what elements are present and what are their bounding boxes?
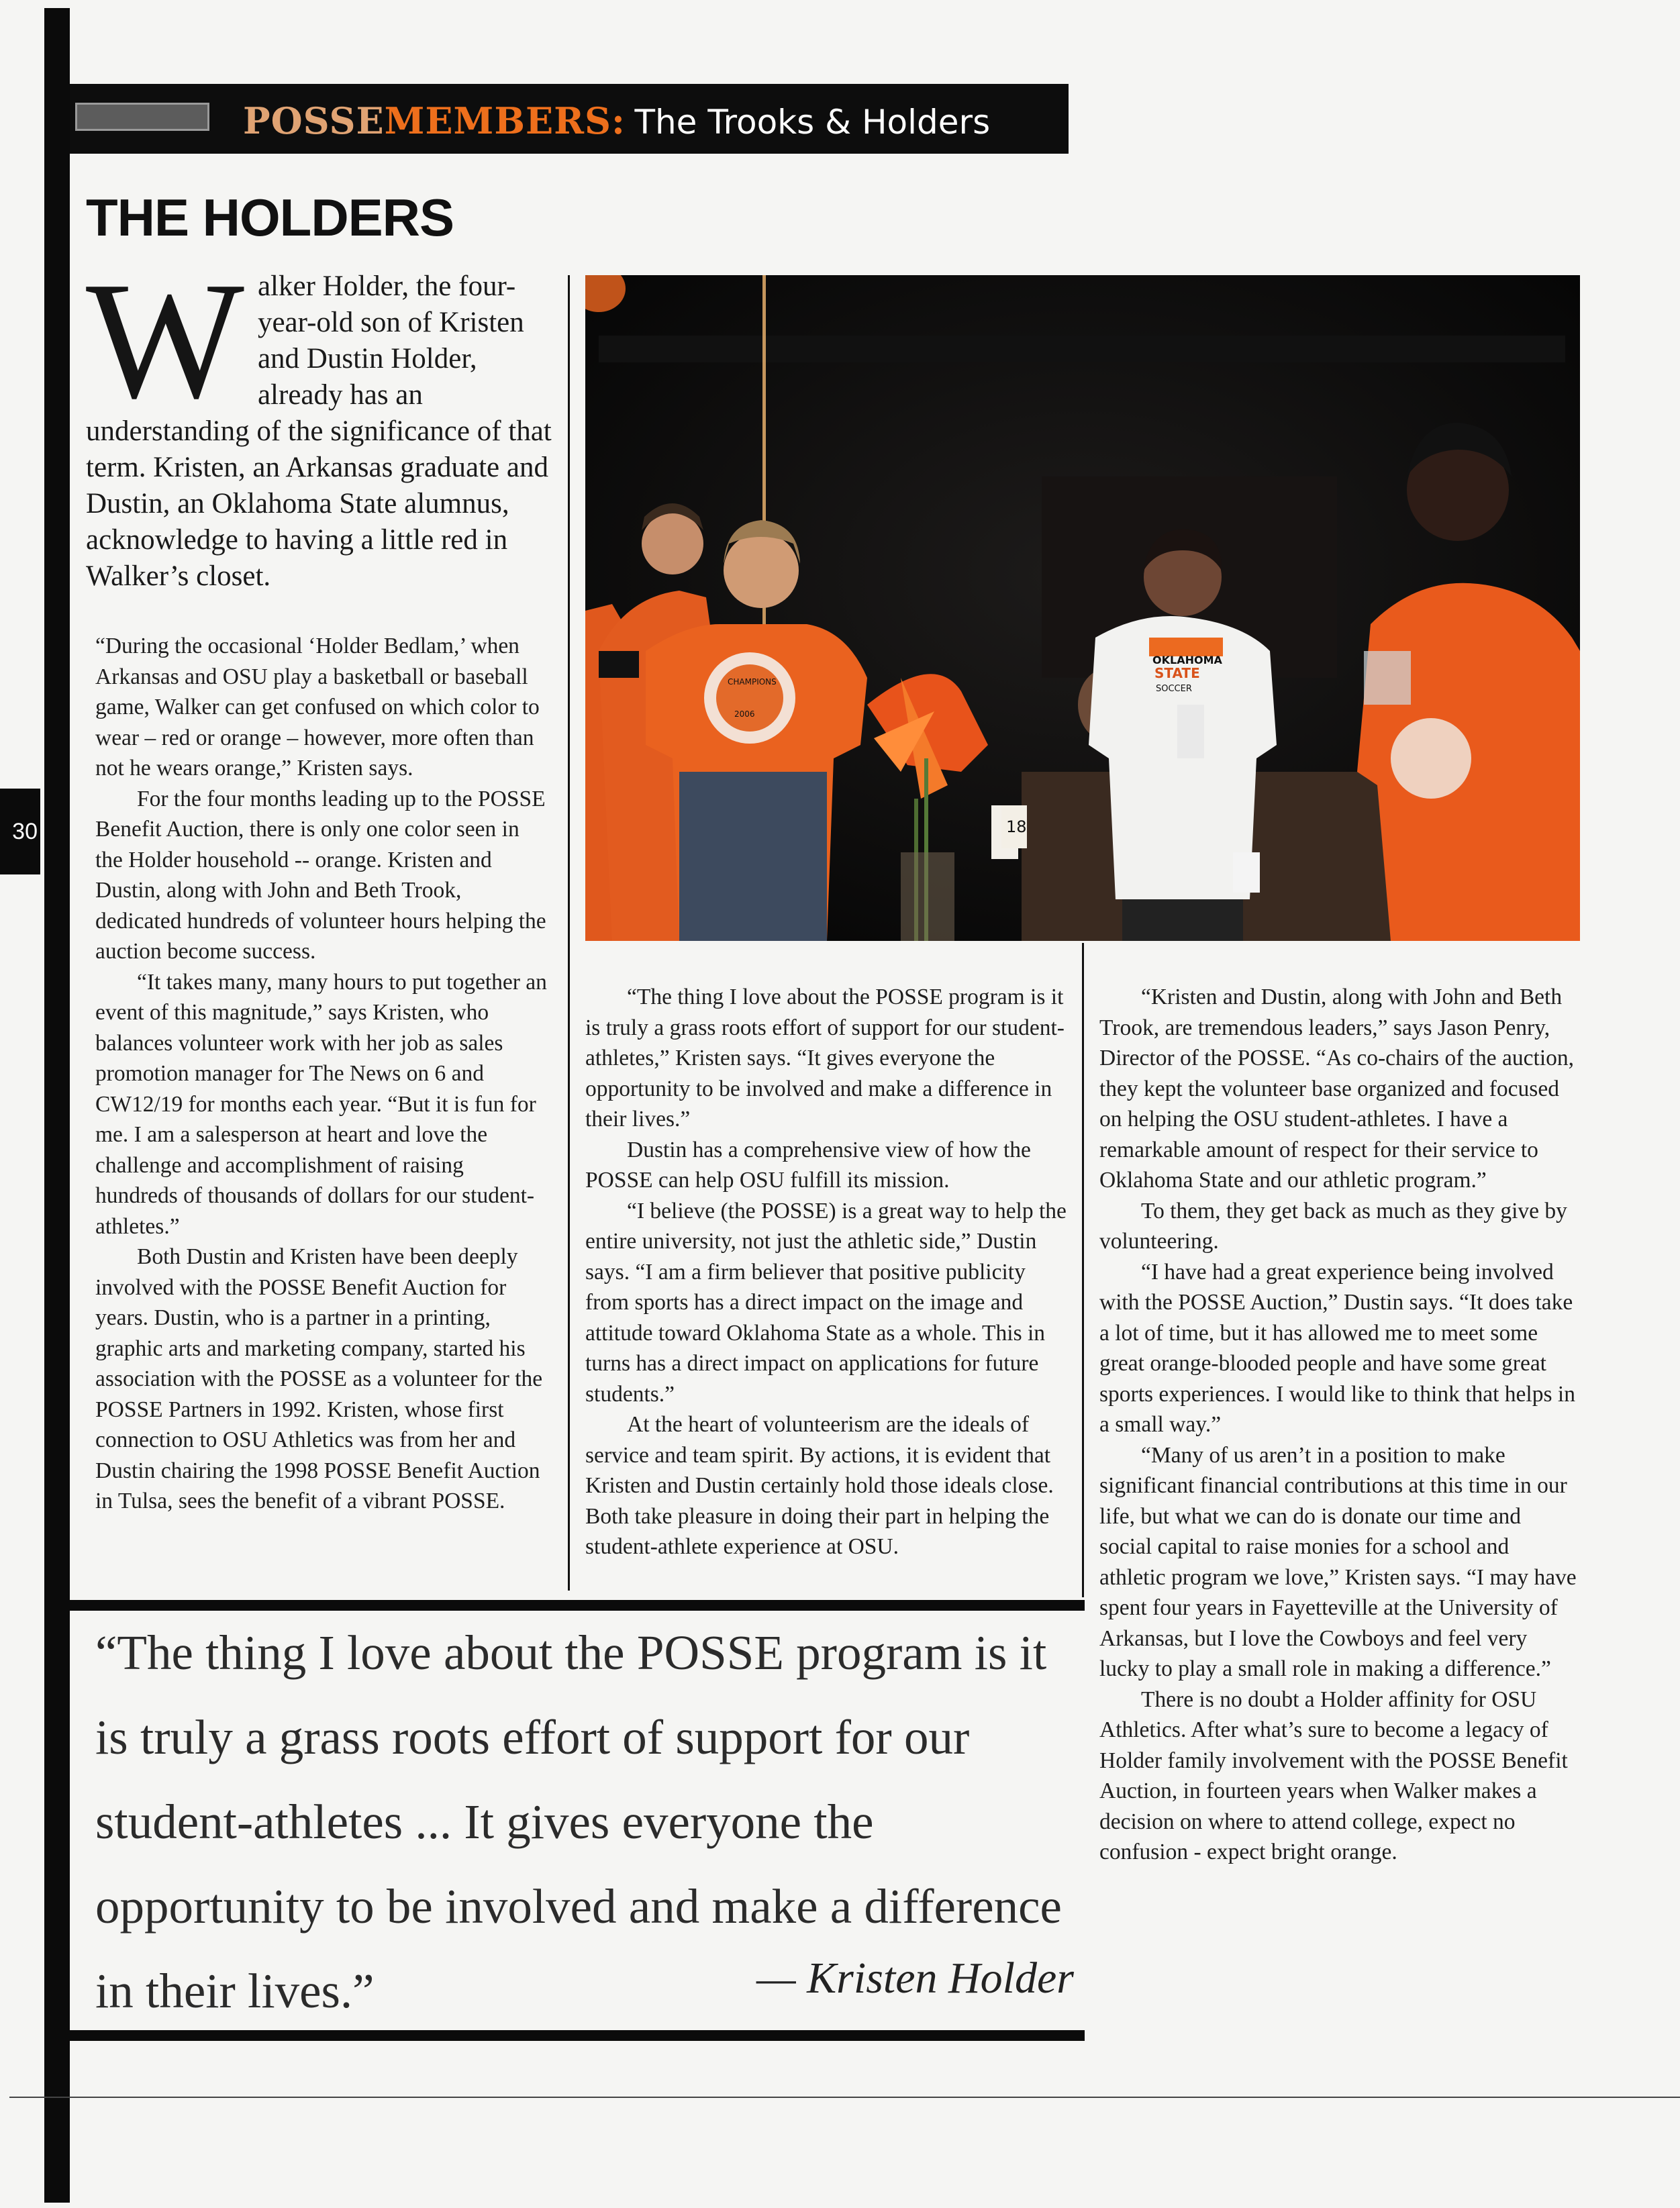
col2-paragraph: At the heart of volunteerism are the ideals of service and team spirit. By actions, it is evident that Kristen and Dustin certainly hold those ideals close. Both take pleasure in doing their part in helping the student-athlete experience at OSU. — [585, 1412, 1054, 1559]
photo-shirt-text: STATE — [1154, 665, 1200, 681]
pullquote-bottom-rule — [70, 2030, 1085, 2041]
left-margin-bar — [44, 8, 70, 2203]
section-header — [243, 94, 990, 148]
pull-quote: “The thing I love about the POSSE program is it is truly a grass roots effort of support for our student-athletes ... It gives everyone the opportunity to be involved and make a difference in their lives.” — [95, 1625, 1062, 2018]
col2-paragraph: Dustin has a comprehensive view of how the POSSE can help OSU fulfill its mission. — [585, 1137, 1031, 1193]
column-divider-right — [1082, 943, 1084, 1597]
column-3 — [1099, 982, 1579, 1868]
page-bottom-rule — [9, 2097, 1680, 2098]
photo-shirt-text: 2006 — [734, 709, 755, 719]
col3-paragraph: “Many of us aren’t in a position to make significant financial contributions at this time in our life, but what we can do is donate our time and social capital to raise monies for a school and athletic program we love,” Kristen says. “I may have spent four years in Fayetteville at the University of Arkansas, but I love the Cowboys and feel very lucky to play a small role in making a difference.” — [1099, 1442, 1577, 1681]
column-2 — [585, 982, 1069, 1562]
photo-shirt-text: CHAMPIONS — [728, 677, 777, 687]
drop-cap: W — [86, 248, 244, 434]
col3-paragraph: “I have had a great experience being involved with the POSSE Auction,” Dustin says. “It does take a lot of time, but it has allowed me to meet some great orange-blooded people and have some great sports experiences. I would like to think that helps in a small way.” — [1099, 1259, 1575, 1437]
pullquote-top-rule — [70, 1600, 1085, 1611]
intro-text: alker Holder, the four-year-old son of Kristen and Dustin Holder, already has an understanding of the significance of that term. Kristen, an Arkansas graduate and Dustin, an Oklahoma State alumnus, acknowledge to having a little red in Walker’s closet. — [86, 270, 552, 592]
header-members: MEMBERS: — [384, 99, 626, 142]
section-title: THE HOLDERS — [86, 188, 454, 247]
col1-paragraph: “It takes many, many hours to put together an event of this magnitude,” says Kristen, who balances volunteer work with her job as sales promotion manager for The News on 6 and CW12/19 for months each year. “But it is fun for me. I am a salesperson at heart and love the challenge and accomplishment of raising hundreds of thousands of dollars for our student-athletes.” — [95, 969, 547, 1239]
header-posse: POSSE — [243, 99, 385, 142]
header-title: The Trooks & Holders — [634, 103, 991, 142]
col2-paragraph: “I believe (the POSSE) is a great way to help the entire university, not just the athletic side,” Dustin says. “I am a firm believer that positive publicity from sports has a direct impact on the image and attitude toward Oklahoma State as a whole. This in turns has a direct impact on applications for future students.” — [585, 1198, 1067, 1407]
col3-paragraph: There is no doubt a Holder affinity for OSU Athletics. After what’s sure to become a legacy of Holder family involvement with the POSSE Benefit Auction, in fourteen years when Walker makes a decision on where to attend college, expect no confusion - expect bright orange. — [1099, 1687, 1568, 1864]
photo-shirt-text: SOCCER — [1156, 684, 1192, 694]
photo-table-number: 18 — [1006, 817, 1027, 836]
column-1 — [95, 631, 552, 1517]
photo-shirt-text: OKLAHOMA — [1152, 654, 1222, 666]
col1-paragraph: Both Dustin and Kristen have been deeply involved with the POSSE Benefit Auction for years. Dustin, who is a partner in a printing, graphic arts and marketing company, started his association with the POSSE as a volunteer for the POSSE Partners in 1992. Kristen, whose first connection to OSU Athletics was from her and Dustin chairing the 1998 POSSE Benefit Auction in Tulsa, sees the benefit of a vibrant POSSE. — [95, 1244, 543, 1513]
intro-paragraph — [86, 248, 556, 595]
header-gray-block — [75, 103, 209, 131]
event-photo — [585, 275, 1580, 941]
column-divider-left — [568, 275, 570, 1591]
col3-paragraph: “Kristen and Dustin, along with John and Beth Trook, are tremendous leaders,” says Jason Penry, Director of the POSSE. “As co-chairs of the auction, they kept the volunteer base organized and focused on helping the OSU student-athletes. I have a remarkable amount of respect for their service to Oklahoma State and our athletic program.” — [1099, 985, 1575, 1193]
col2-paragraph: “The thing I love about the POSSE program is it is truly a grass roots effort of support for our student-athletes,” Kristen says. “It gives everyone the opportunity to be involved and make a difference in their lives.” — [585, 985, 1065, 1132]
page-number: 30 — [0, 789, 40, 874]
col1-paragraph: For the four months leading up to the POSSE Benefit Auction, there is only one color seen in the Holder household -- orange. Kristen and Dustin, along with John and Beth Trook, dedicated hundreds of volunteer hours helping the auction become success. — [95, 786, 546, 964]
col3-paragraph: To them, they get back as much as they give by volunteering. — [1099, 1198, 1567, 1254]
pull-quote-attribution: — Kristen Holder — [756, 1954, 1074, 2003]
col1-paragraph: “During the occasional ‘Holder Bedlam,’ when Arkansas and OSU play a basketball or baseball game, Walker can get confused on which color to wear – red or orange – however, more often than not he wears orange,” Kristen says. — [95, 634, 540, 781]
